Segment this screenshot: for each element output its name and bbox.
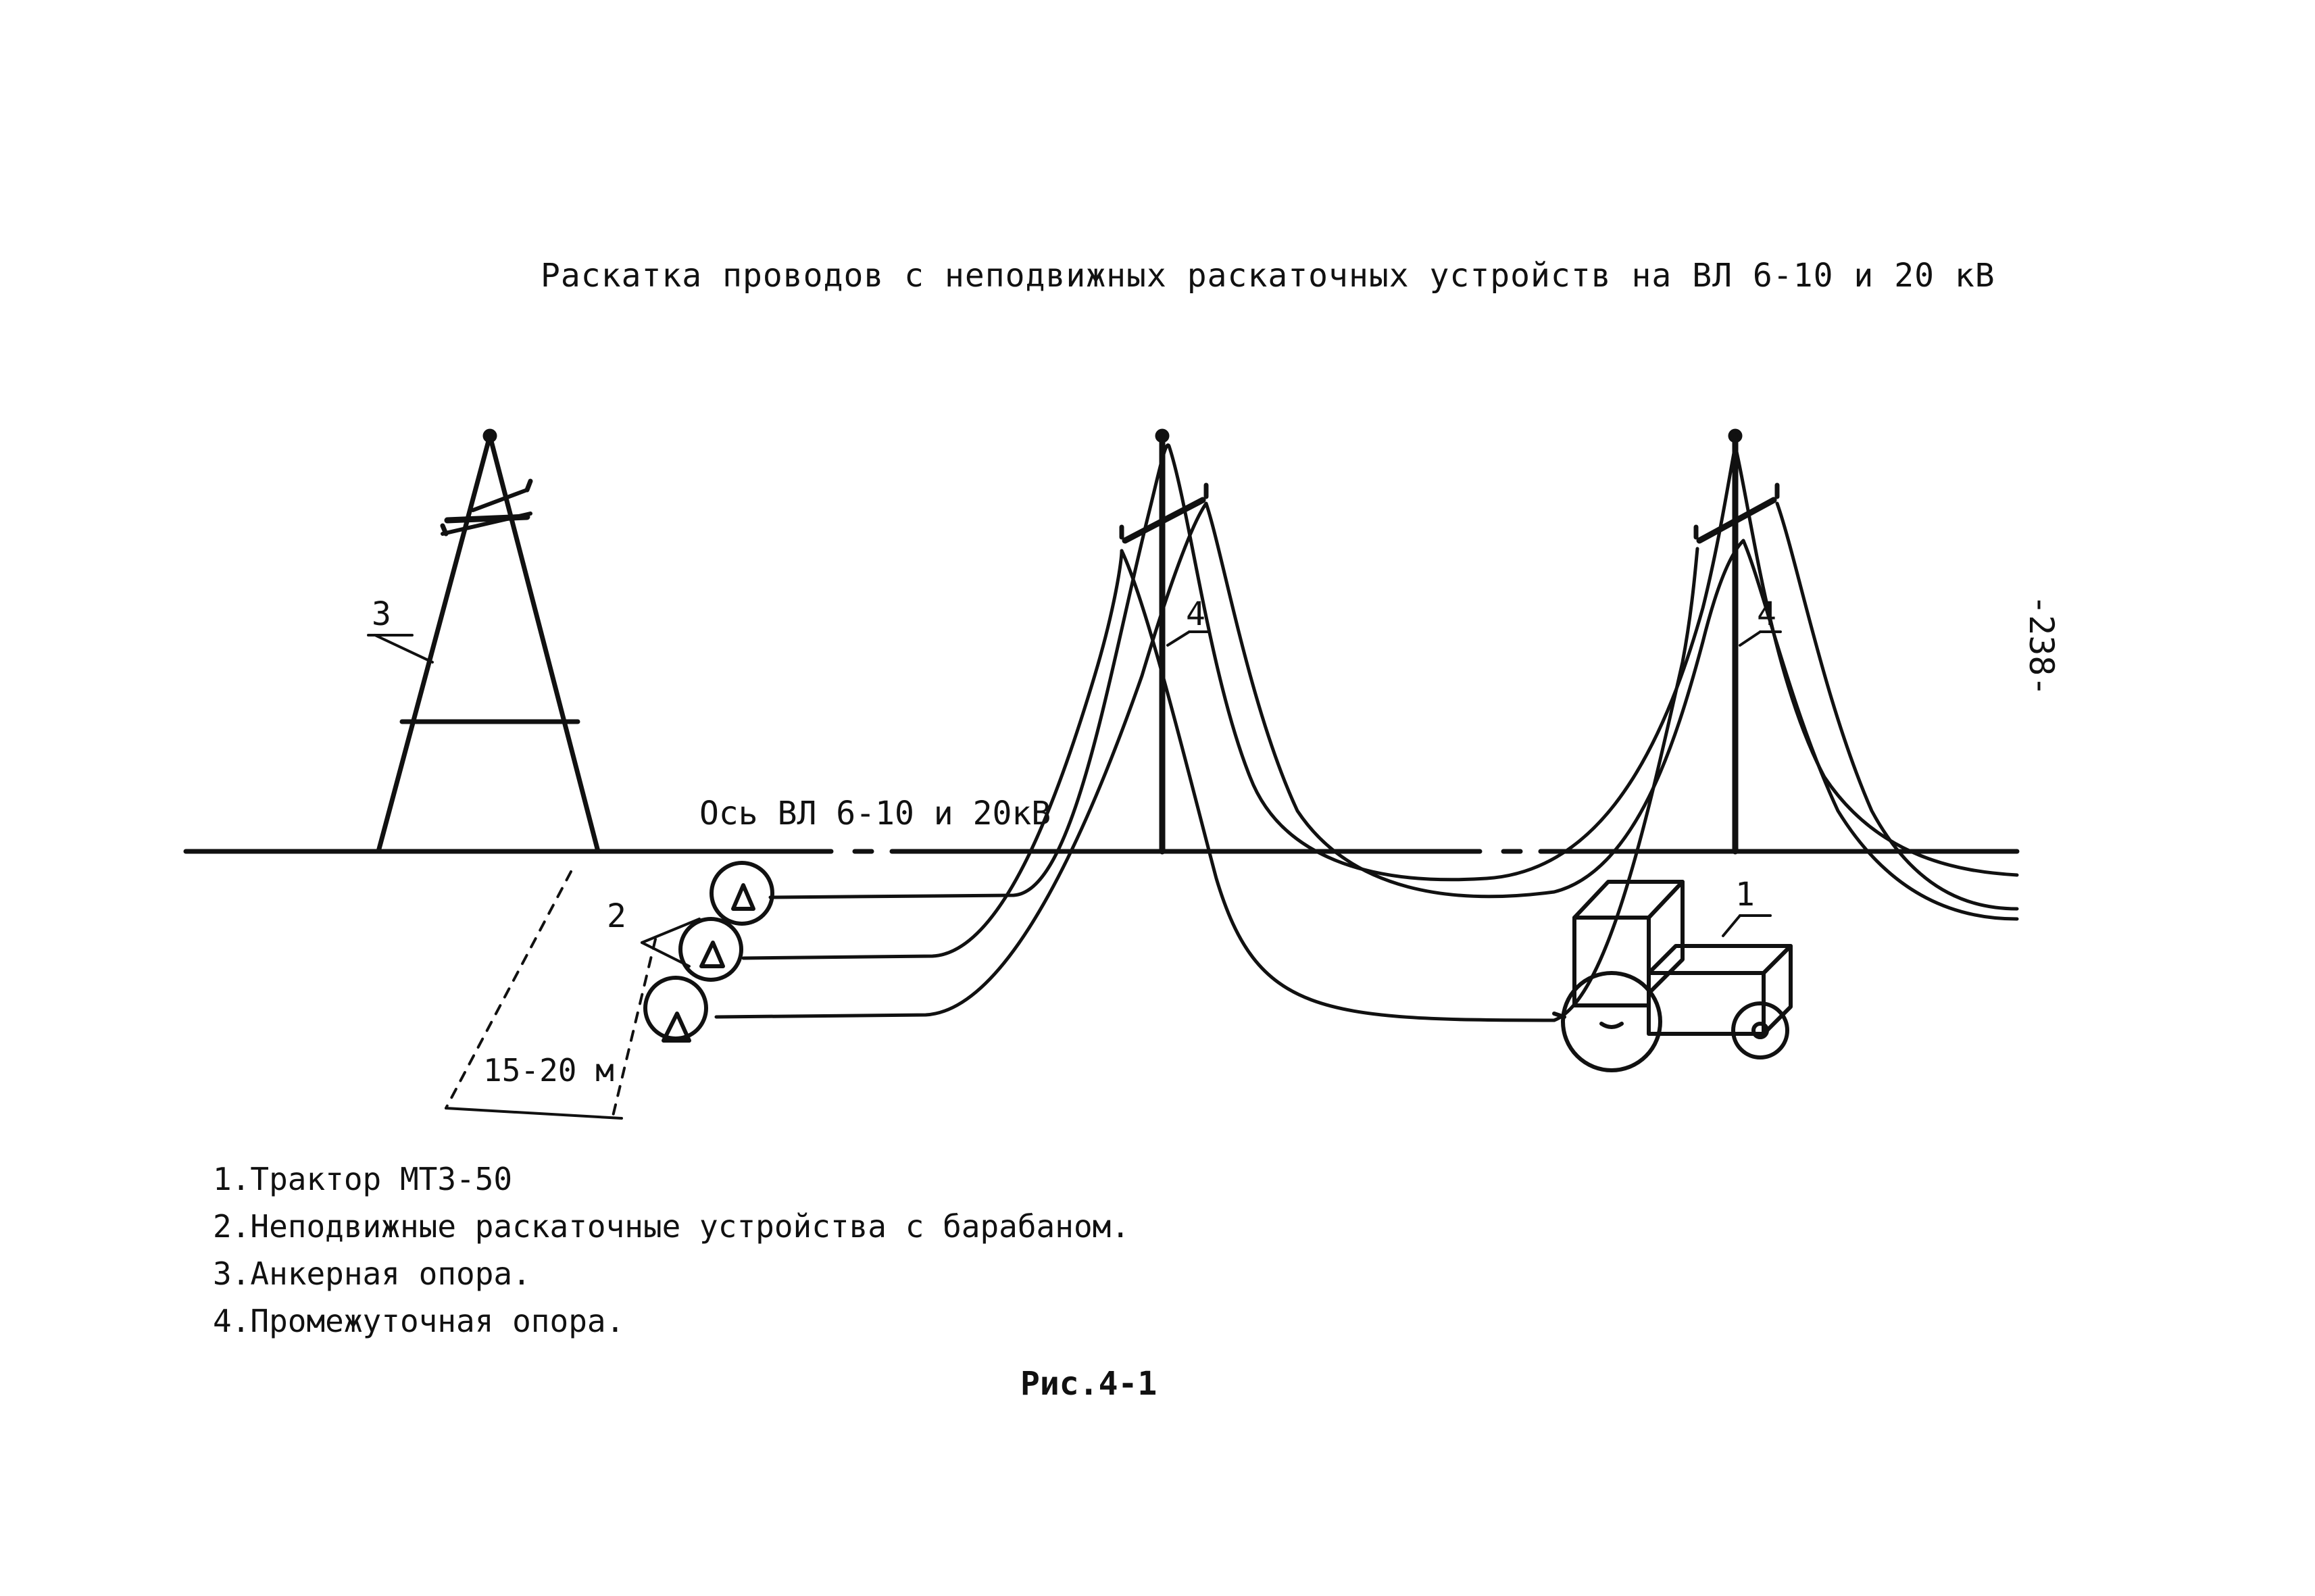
drums: [645, 863, 772, 1041]
callout-4b: 4: [1757, 595, 1776, 633]
intermediate-support-2: [1696, 431, 1777, 851]
tractor: [1554, 882, 1791, 1070]
callout-3: 3: [372, 595, 391, 633]
legend: [213, 1155, 1130, 1345]
legend-item-3: 3.Анкерная опора.: [213, 1255, 531, 1292]
axis-label: Ось ВЛ 6-10 и 20кВ: [699, 795, 1051, 832]
legend-item-1: 1.Трактор МТЗ-50: [213, 1161, 513, 1197]
figure-caption: Рис.4-1: [1020, 1365, 1158, 1403]
callout-1: 1: [1735, 876, 1755, 914]
figure-title: Раскатка проводов с неподвижных раскаточных устройств на ВЛ 6-10 и 20 кВ: [541, 257, 1995, 295]
legend-item-4: 4.Промежуточная опора.: [213, 1303, 625, 1339]
dimension-label: 15-20 м: [483, 1052, 614, 1089]
legend-item-2: 2.Неподвижные раскаточные устройства с барабаном.: [213, 1208, 1130, 1245]
callout-4a: 4: [1186, 595, 1205, 633]
anchor-support: [378, 431, 598, 851]
callout-leaders: [368, 632, 1781, 966]
page-number: -238-: [2022, 595, 2061, 697]
callout-2: 2: [607, 897, 626, 935]
wires: [716, 445, 2017, 1020]
